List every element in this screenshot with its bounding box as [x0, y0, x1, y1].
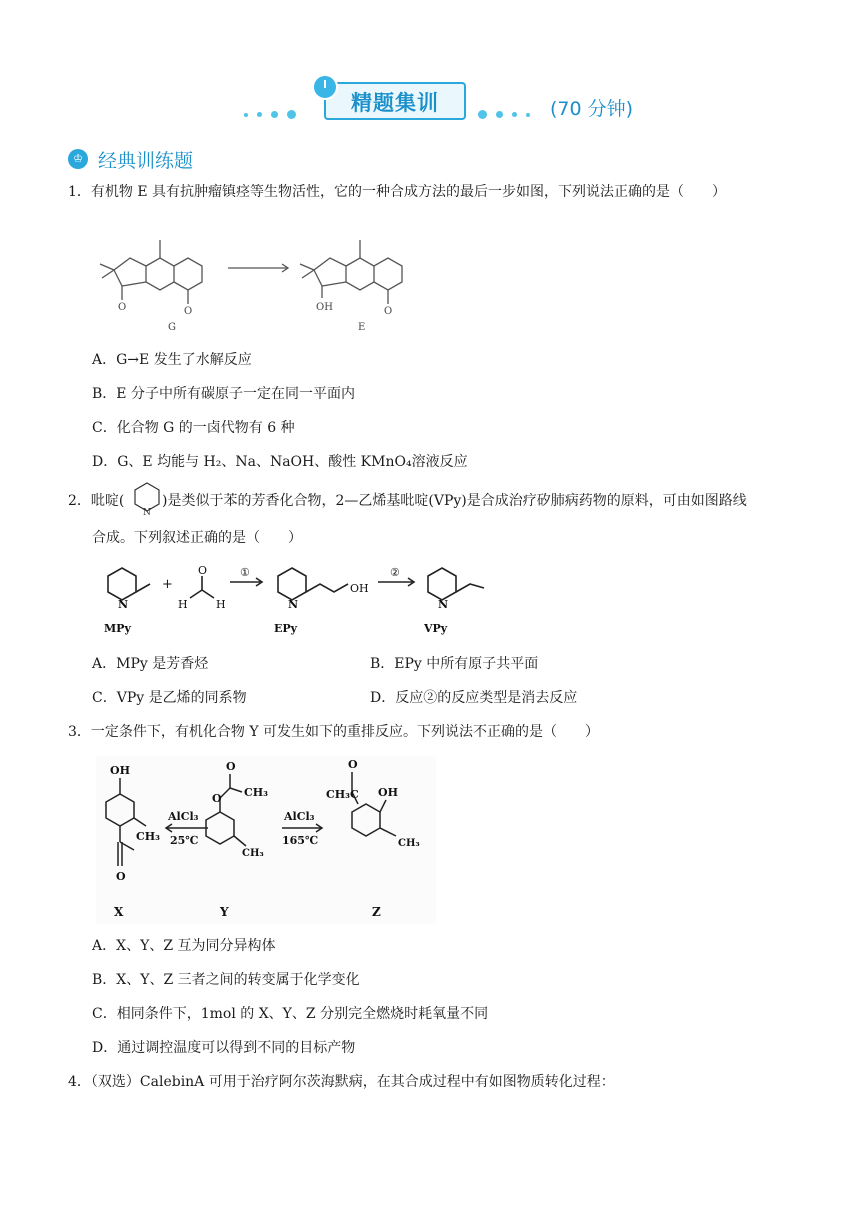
formaldehyde-o: O	[198, 564, 208, 577]
q2-option-b: B．EPy 中所有原子共平面	[370, 656, 539, 672]
alcl3-left: AlCl₃	[168, 810, 199, 823]
label-mpy: MPy	[104, 622, 131, 635]
q2-option-a: A．MPy 是芳香烃	[92, 656, 209, 672]
label-z: Z	[372, 905, 381, 919]
q3-option-c: C．相同条件下，1mol 的 X、Y、Z 分别完全燃烧时耗氧量不同	[92, 1006, 489, 1022]
duration-label: (70 分钟)	[550, 98, 634, 120]
right-dots	[478, 104, 539, 123]
epy-oh: OH	[350, 582, 369, 595]
question-3-stem: 3．一定条件下，有机化合物 Y 可发生如下的重排反应。下列说法不正确的是（ ）	[68, 724, 600, 740]
q1-option-b: B．E 分子中所有碳原子一定在同一平面内	[92, 386, 355, 402]
q1-label-o1: O	[118, 302, 127, 313]
q3-option-b: B．X、Y、Z 三者之间的转变属于化学变化	[92, 972, 360, 988]
x-o: O	[116, 870, 126, 883]
temp-25: 25℃	[170, 834, 199, 847]
z-ch3c: CH₃C	[326, 788, 359, 801]
q1-label-g: G	[168, 322, 176, 333]
y-ch3-acetyl: CH₃	[244, 786, 268, 799]
question-2-stem-part-c: 合成。下列叙述正确的是（ ）	[92, 530, 302, 546]
x-oh: OH	[110, 764, 130, 777]
page-title: 精题集训	[351, 91, 439, 115]
y-ch3: CH₃	[242, 848, 264, 859]
z-oh: OH	[378, 786, 398, 799]
temp-165: 165℃	[282, 834, 319, 847]
title-box	[324, 82, 466, 120]
pyridine-structure	[132, 480, 162, 518]
section-title: 经典训练题	[98, 150, 194, 172]
label-vpy: VPy	[424, 622, 448, 635]
question-2-stem-part-b: )是类似于苯的芳香化合物，2—乙烯基吡啶(VPy)是合成治疗矽肺病药物的原料，可由如图路线	[162, 493, 747, 509]
epy-n: N	[288, 598, 299, 611]
step-2-label: ②	[390, 566, 400, 579]
q3-option-d: D．通过调控温度可以得到不同的目标产物	[92, 1040, 356, 1056]
formaldehyde-h2: H	[216, 598, 226, 611]
q1-label-o3: O	[384, 306, 393, 317]
label-epy: EPy	[274, 622, 298, 635]
question-2-stem-part-a: 2．吡啶(	[68, 493, 125, 509]
alarm-clock-icon	[312, 74, 338, 100]
q2-option-d: D．反应②的反应类型是消去反应	[370, 690, 578, 706]
z-o: O	[348, 758, 358, 771]
left-dots	[244, 104, 305, 123]
pyridine-n: N	[143, 508, 151, 518]
vpy-n: N	[438, 598, 449, 611]
q1-label-oh: OH	[316, 302, 333, 313]
q1-option-d: D．G、E 均能与 H₂、Na、NaOH、酸性 KMnO₄溶液反应	[92, 454, 468, 470]
q1-label-e: E	[358, 322, 366, 333]
question-1-stem: 1．有机物 E 具有抗肿瘤镇痉等生物活性，它的一种合成方法的最后一步如图，下列说法正确的是（ ）	[68, 184, 727, 200]
q1-option-c: C．化合物 G 的一卤代物有 6 种	[92, 420, 295, 436]
q1-option-a: A．G→E 发生了水解反应	[92, 352, 252, 368]
x-ch3: CH₃	[136, 830, 160, 843]
label-y: Y	[220, 905, 229, 919]
header-banner	[240, 74, 660, 122]
step-1-label: ①	[240, 566, 250, 579]
y-o-ester: O	[212, 792, 222, 805]
q2-option-c: C．VPy 是乙烯的同系物	[92, 690, 247, 706]
q1-reaction-diagram	[88, 218, 438, 338]
trophy-icon: ♔	[68, 149, 88, 169]
alcl3-right: AlCl₃	[284, 810, 315, 823]
q1-label-o2: O	[184, 306, 193, 317]
mpy-n: N	[118, 598, 129, 611]
y-o-top: O	[226, 760, 236, 773]
q3-reaction-diagram	[96, 756, 436, 924]
z-ch3: CH₃	[398, 838, 420, 849]
q3-option-a: A．X、Y、Z 互为同分异构体	[92, 938, 276, 954]
q2-reaction-diagram	[92, 560, 502, 640]
formaldehyde-h1: H	[178, 598, 188, 611]
question-4-stem: 4．（双选）CalebinA 可用于治疗阿尔茨海默病，在其合成过程中有如图物质转化过程：	[68, 1074, 615, 1090]
plus-sign: +	[162, 577, 173, 592]
label-x: X	[114, 905, 124, 919]
